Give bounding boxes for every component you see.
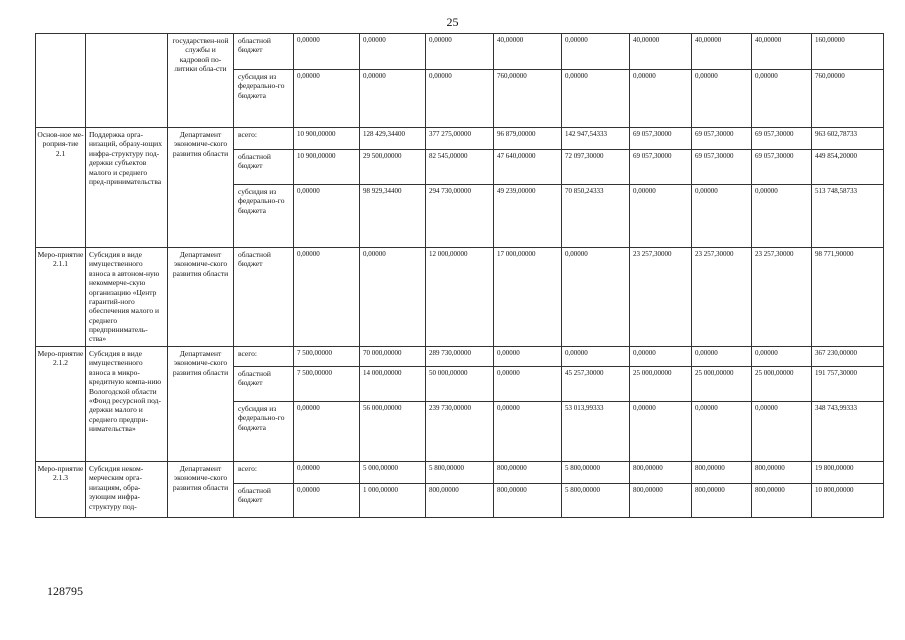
amount-cell: 69 057,30000 xyxy=(630,128,692,150)
amount-cell: 47 640,00000 xyxy=(494,150,562,185)
amount-cell: 69 057,30000 xyxy=(752,128,812,150)
amount-cell: 142 947,54333 xyxy=(562,128,630,150)
amount-cell: 23 257,30000 xyxy=(692,248,752,347)
amount-cell: 0,00000 xyxy=(562,34,630,70)
responsible-cell: Департамент экономиче-ского развития области xyxy=(168,248,234,347)
amount-cell: 0,00000 xyxy=(294,402,360,462)
amount-cell: 160,00000 xyxy=(812,34,884,70)
amount-cell: 0,00000 xyxy=(752,185,812,248)
item-cell xyxy=(36,34,86,128)
amount-cell: 800,00000 xyxy=(630,484,692,518)
table-row xyxy=(36,462,884,484)
amount-cell: 0,00000 xyxy=(294,185,360,248)
name-cell xyxy=(86,34,168,128)
funding-source-cell: субсидия из федерально-го бюджета xyxy=(234,185,294,248)
amount-cell: 800,00000 xyxy=(494,462,562,484)
amount-cell: 800,00000 xyxy=(494,484,562,518)
amount-cell: 0,00000 xyxy=(752,402,812,462)
amount-cell: 40,00000 xyxy=(752,34,812,70)
amount-cell: 760,00000 xyxy=(812,70,884,128)
budget-table xyxy=(35,33,884,518)
amount-cell: 367 230,00000 xyxy=(812,347,884,367)
amount-cell: 0,00000 xyxy=(562,347,630,367)
table-row xyxy=(36,248,884,347)
amount-cell: 7 500,00000 xyxy=(294,367,360,402)
amount-cell: 10 900,00000 xyxy=(294,128,360,150)
amount-cell: 513 748,58733 xyxy=(812,185,884,248)
amount-cell: 69 057,30000 xyxy=(752,150,812,185)
responsible-cell: Департамент экономиче-ского развития области xyxy=(168,462,234,518)
item-cell: Меро-приятие 2.1.3 xyxy=(36,462,86,518)
amount-cell: 239 730,00000 xyxy=(426,402,494,462)
funding-source-cell: областной бюджет xyxy=(234,34,294,70)
amount-cell: 0,00000 xyxy=(692,185,752,248)
amount-cell: 760,00000 xyxy=(494,70,562,128)
name-cell: Субсидия в виде имущественного взноса в автоном-ную некоммерче-скую организацию «Центр гарантий-ного обеспечения малого и среднего предприниматель-ства» xyxy=(86,248,168,347)
funding-source-cell: областной бюджет xyxy=(234,367,294,402)
funding-source-cell: всего: xyxy=(234,462,294,484)
amount-cell: 0,00000 xyxy=(360,70,426,128)
amount-cell: 800,00000 xyxy=(426,484,494,518)
amount-cell: 29 500,00000 xyxy=(360,150,426,185)
amount-cell: 0,00000 xyxy=(426,70,494,128)
amount-cell: 1 000,00000 xyxy=(360,484,426,518)
amount-cell: 963 602,78733 xyxy=(812,128,884,150)
amount-cell: 0,00000 xyxy=(494,347,562,367)
amount-cell: 10 900,00000 xyxy=(294,150,360,185)
name-cell: Субсидия неком-мерческим орга-низациям, обра-зующим инфра-структуру под- xyxy=(86,462,168,518)
amount-cell: 5 000,00000 xyxy=(360,462,426,484)
page-number: 25 xyxy=(446,15,459,29)
funding-source-cell: всего: xyxy=(234,347,294,367)
amount-cell: 0,00000 xyxy=(752,347,812,367)
amount-cell: 50 000,00000 xyxy=(426,367,494,402)
funding-source-cell: областной бюджет xyxy=(234,150,294,185)
amount-cell: 23 257,30000 xyxy=(752,248,812,347)
funding-source-cell: субсидия из федерально-го бюджета xyxy=(234,70,294,128)
amount-cell: 98 929,34400 xyxy=(360,185,426,248)
amount-cell: 69 057,30000 xyxy=(630,150,692,185)
funding-source-cell: областной бюджет xyxy=(234,484,294,518)
amount-cell: 0,00000 xyxy=(360,34,426,70)
amount-cell: 82 545,00000 xyxy=(426,150,494,185)
amount-cell: 800,00000 xyxy=(692,484,752,518)
name-cell: Поддержка орга-низаций, образу-ющих инфра-структуру под-держки субъектов малого и среднего пред-принимательства xyxy=(86,128,168,248)
table-row xyxy=(36,34,884,70)
funding-source-cell: субсидия из федерально-го бюджета xyxy=(234,402,294,462)
amount-cell: 0,00000 xyxy=(692,347,752,367)
amount-cell: 40,00000 xyxy=(692,34,752,70)
amount-cell: 449 854,20000 xyxy=(812,150,884,185)
amount-cell: 5 800,00000 xyxy=(562,462,630,484)
amount-cell: 800,00000 xyxy=(752,484,812,518)
amount-cell: 0,00000 xyxy=(630,402,692,462)
amount-cell: 0,00000 xyxy=(494,367,562,402)
amount-cell: 98 771,90000 xyxy=(812,248,884,347)
amount-cell: 12 000,00000 xyxy=(426,248,494,347)
responsible-cell: государствен-ной службы и кадровой по-литики обла-сти xyxy=(168,34,234,128)
item-cell: Основ-ное ме-роприя-тие 2.1 xyxy=(36,128,86,248)
responsible-cell: Департамент экономиче-ского развития области xyxy=(168,347,234,462)
amount-cell: 0,00000 xyxy=(494,402,562,462)
amount-cell: 294 730,00000 xyxy=(426,185,494,248)
amount-cell: 25 000,00000 xyxy=(692,367,752,402)
amount-cell: 19 800,00000 xyxy=(812,462,884,484)
table-row xyxy=(36,128,884,150)
name-cell: Субсидия в виде имущественного взноса в микро-кредитную компа-нию Вологодской области «Фонд ресурсной под-держки малого и среднего предпри-нимательства» xyxy=(86,347,168,462)
amount-cell: 23 257,30000 xyxy=(630,248,692,347)
document-id: 128795 xyxy=(47,584,83,598)
amount-cell: 0,00000 xyxy=(426,34,494,70)
amount-cell: 0,00000 xyxy=(630,70,692,128)
amount-cell: 56 000,00000 xyxy=(360,402,426,462)
amount-cell: 5 800,00000 xyxy=(426,462,494,484)
amount-cell: 800,00000 xyxy=(692,462,752,484)
amount-cell: 70 000,00000 xyxy=(360,347,426,367)
amount-cell: 800,00000 xyxy=(752,462,812,484)
amount-cell: 191 757,30000 xyxy=(812,367,884,402)
amount-cell: 70 850,24333 xyxy=(562,185,630,248)
funding-source-cell: областной бюджет xyxy=(234,248,294,347)
amount-cell: 0,00000 xyxy=(294,484,360,518)
amount-cell: 800,00000 xyxy=(630,462,692,484)
amount-cell: 348 743,99333 xyxy=(812,402,884,462)
amount-cell: 72 097,30000 xyxy=(562,150,630,185)
amount-cell: 289 730,00000 xyxy=(426,347,494,367)
amount-cell: 5 800,00000 xyxy=(562,484,630,518)
responsible-cell: Департамент экономиче-ского развития области xyxy=(168,128,234,248)
amount-cell: 0,00000 xyxy=(692,70,752,128)
amount-cell: 25 000,00000 xyxy=(630,367,692,402)
funding-source-cell: всего: xyxy=(234,128,294,150)
amount-cell: 0,00000 xyxy=(562,70,630,128)
amount-cell: 14 000,00000 xyxy=(360,367,426,402)
amount-cell: 96 879,00000 xyxy=(494,128,562,150)
amount-cell: 0,00000 xyxy=(294,248,360,347)
amount-cell: 40,00000 xyxy=(630,34,692,70)
amount-cell: 128 429,34400 xyxy=(360,128,426,150)
amount-cell: 0,00000 xyxy=(630,347,692,367)
amount-cell: 0,00000 xyxy=(692,402,752,462)
amount-cell: 53 013,99333 xyxy=(562,402,630,462)
amount-cell: 7 500,00000 xyxy=(294,347,360,367)
amount-cell: 0,00000 xyxy=(360,248,426,347)
table-row xyxy=(36,347,884,367)
amount-cell: 0,00000 xyxy=(562,248,630,347)
amount-cell: 17 000,00000 xyxy=(494,248,562,347)
amount-cell: 0,00000 xyxy=(294,70,360,128)
amount-cell: 0,00000 xyxy=(752,70,812,128)
amount-cell: 10 800,00000 xyxy=(812,484,884,518)
amount-cell: 0,00000 xyxy=(294,34,360,70)
amount-cell: 69 057,30000 xyxy=(692,128,752,150)
item-cell: Меро-приятие 2.1.1 xyxy=(36,248,86,347)
amount-cell: 49 239,00000 xyxy=(494,185,562,248)
amount-cell: 377 275,00000 xyxy=(426,128,494,150)
amount-cell: 45 257,30000 xyxy=(562,367,630,402)
amount-cell: 69 057,30000 xyxy=(692,150,752,185)
amount-cell: 25 000,00000 xyxy=(752,367,812,402)
item-cell: Меро-приятие 2.1.2 xyxy=(36,347,86,462)
amount-cell: 0,00000 xyxy=(630,185,692,248)
amount-cell: 40,00000 xyxy=(494,34,562,70)
amount-cell: 0,00000 xyxy=(294,462,360,484)
